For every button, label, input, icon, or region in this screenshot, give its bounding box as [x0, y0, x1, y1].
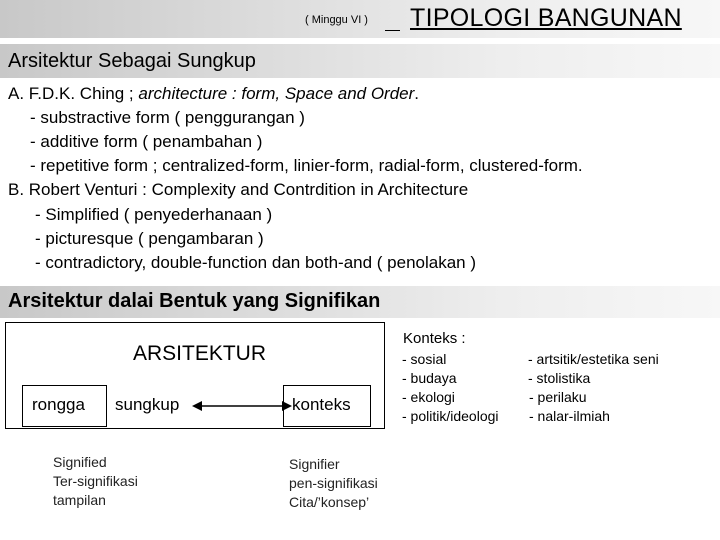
konteks-right-item: - artsitik/estetika seni	[528, 351, 659, 367]
ching-prefix: A. F.D.K. Ching ;	[8, 84, 139, 103]
signifier-line: pen-signifikasi	[289, 475, 378, 491]
ching-item: - repetitive form ; centralized-form, linier-form, radial-form, clustered-form.	[30, 156, 583, 175]
signified-line: Ter-signifikasi	[53, 473, 138, 489]
konteks-panel-title: Konteks :	[403, 330, 466, 347]
ching-suffix: .	[414, 84, 420, 103]
venturi-reference: B. Robert Venturi : Complexity and Contrdition in Architecture	[8, 180, 469, 199]
venturi-item: - contradictory, double-function dan both-and ( penolakan )	[35, 253, 477, 272]
signified-line: Signified	[53, 454, 107, 470]
konteks-left-item: - politik/ideologi	[402, 408, 499, 424]
ching-item: - additive form ( penambahan )	[30, 132, 263, 151]
week-underline	[385, 30, 400, 31]
venturi-item: - picturesque ( pengambaran )	[35, 229, 264, 248]
section1-heading: Arsitektur Sebagai Sungkup	[8, 50, 256, 72]
signifier-line: Cita/’konsep’	[289, 494, 370, 510]
konteks-left-item: - sosial	[402, 351, 447, 367]
diagram-main-label: ARSITEKTUR	[133, 342, 267, 365]
section2-heading: Arsitektur dalai Bentuk yang Signifikan	[8, 290, 381, 312]
konteks-right-item: - nalar-ilmiah	[529, 408, 610, 424]
week-label: ( Minggu VI )	[305, 14, 368, 26]
konteks-left-item: - budaya	[402, 370, 457, 386]
page-title: TIPOLOGI BANGUNAN	[410, 4, 682, 32]
double-arrow-icon	[192, 394, 292, 418]
signifier-line: Signifier	[289, 456, 340, 472]
konteks-left-item: - ekologi	[402, 389, 455, 405]
sungkup-label: sungkup	[115, 395, 180, 414]
konteks-label: konteks	[292, 395, 351, 414]
konteks-right-item: - perilaku	[529, 389, 587, 405]
ching-item: - substractive form ( penggurangan )	[30, 108, 305, 127]
konteks-right-item: - stolistika	[528, 370, 591, 386]
ching-book-title: architecture : form, Space and Order	[138, 84, 415, 103]
venturi-item: - Simplified ( penyederhanaan )	[35, 205, 273, 224]
signified-line: tampilan	[53, 492, 106, 508]
rongga-label: rongga	[32, 395, 85, 414]
ching-reference	[8, 84, 419, 104]
